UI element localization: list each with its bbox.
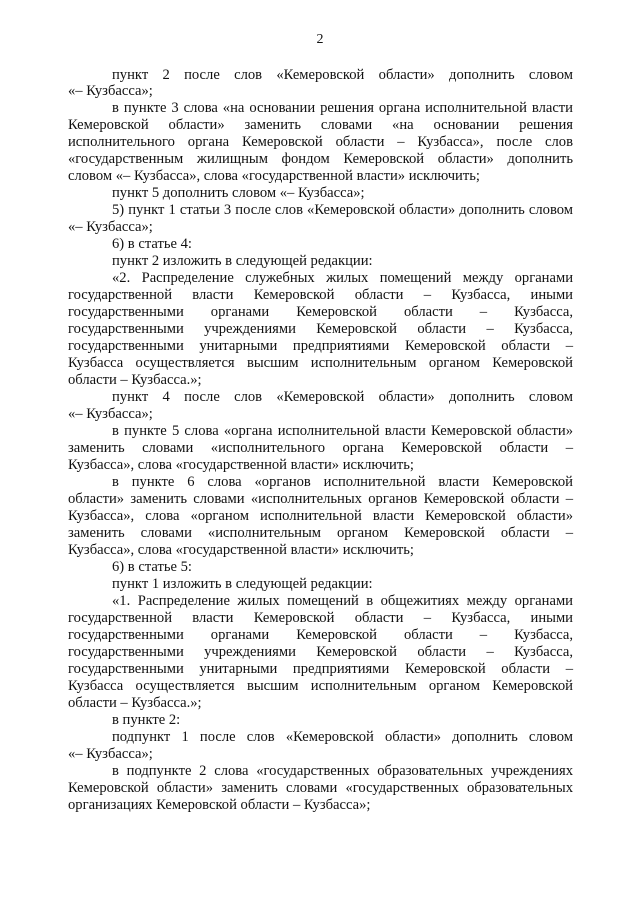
text-line: в пункте 2: xyxy=(112,712,181,728)
text-line: 5) пункт 1 статьи 3 после слов «Кемеровской области» дополнить словом xyxy=(112,202,573,218)
text-line: «– Кузбасса»; xyxy=(68,746,153,762)
text-line: заменить словами «исполнительного органа Кемеровской области – xyxy=(68,440,573,456)
text-line: «– Кузбасса»; xyxy=(68,406,153,422)
text-line: 6) в статье 5: xyxy=(112,559,192,575)
text-line: «1. Распределение жилых помещений в общежитиях между органами xyxy=(112,593,573,609)
text-line: государственными органами Кемеровской области – Кузбасса, xyxy=(68,304,573,320)
text-line: заменить словами «исполнительным органом Кемеровской области – xyxy=(68,525,573,541)
text-line: Кемеровской области» заменить словами «государственных образовательных xyxy=(68,780,573,796)
text-line: «2. Распределение служебных жилых помещений между органами xyxy=(112,270,573,286)
text-line: Кемеровской области» заменить словами «на основании решения xyxy=(68,117,573,133)
text-line: в пункте 6 слова «органов исполнительной власти Кемеровской xyxy=(112,474,573,490)
text-line: в подпункте 2 слова «государственных образовательных учреждениях xyxy=(112,763,573,779)
text-line: в пункте 5 слова «органа исполнительной власти Кемеровской области» xyxy=(112,423,573,439)
text-line: организациях Кемеровской области – Кузбасса»; xyxy=(68,797,371,813)
text-line: государственными органами Кемеровской области – Кузбасса, xyxy=(68,627,573,643)
text-line: «– Кузбасса»; xyxy=(68,83,153,99)
text-line: словом «– Кузбасса», слова «государственной власти» исключить; xyxy=(68,168,480,184)
text-line: области – Кузбасса.»; xyxy=(68,372,202,388)
text-line: «– Кузбасса»; xyxy=(68,219,153,235)
text-line: подпункт 1 после слов «Кемеровской области» дополнить словом xyxy=(112,729,573,745)
text-line: Кузбасса осуществляется высшим исполнительным органом Кемеровской xyxy=(68,678,573,694)
text-line: пункт 4 после слов «Кемеровской области» дополнить словом xyxy=(112,389,573,405)
text-line: Кузбасса», слова «государственной власти» исключить; xyxy=(68,542,414,558)
text-line: Кузбасса», слова «государственной власти» исключить; xyxy=(68,457,414,473)
text-line: пункт 2 после слов «Кемеровской области» дополнить словом xyxy=(112,67,573,83)
page-number: 2 xyxy=(316,32,324,47)
text-line: области» заменить словами «исполнительных органов Кемеровской области – xyxy=(68,491,573,507)
text-line: исполнительного органа Кемеровской области – Кузбасса», после слов xyxy=(68,134,573,150)
text-line: Кузбасса», слова «органом исполнительной власти Кемеровской области» xyxy=(68,508,573,524)
text-line: государственными унитарными предприятиями Кемеровской области – xyxy=(68,661,573,677)
text-line: пункт 2 изложить в следующей редакции: xyxy=(112,253,373,269)
text-line: Кузбасса осуществляется высшим исполнительным органом Кемеровской xyxy=(68,355,573,371)
text-line: государственными учреждениями Кемеровской области – Кузбасса, xyxy=(68,644,573,660)
text-line: государственной власти Кемеровской области – Кузбасса, иными xyxy=(68,610,573,626)
text-line: государственной власти Кемеровской области – Кузбасса, иными xyxy=(68,287,573,303)
text-line: государственными унитарными предприятиями Кемеровской области – xyxy=(68,338,573,354)
text-line: 6) в статье 4: xyxy=(112,236,192,252)
text-line: государственными учреждениями Кемеровской области – Кузбасса, xyxy=(68,321,573,337)
text-line: пункт 1 изложить в следующей редакции: xyxy=(112,576,373,592)
text-line: пункт 5 дополнить словом «– Кузбасса»; xyxy=(112,185,365,201)
text-line: «государственным жилищным фондом Кемеровской области» дополнить xyxy=(68,151,573,167)
text-line: в пункте 3 слова «на основании решения органа исполнительной власти xyxy=(112,100,573,116)
text-line: области – Кузбасса.»; xyxy=(68,695,202,711)
